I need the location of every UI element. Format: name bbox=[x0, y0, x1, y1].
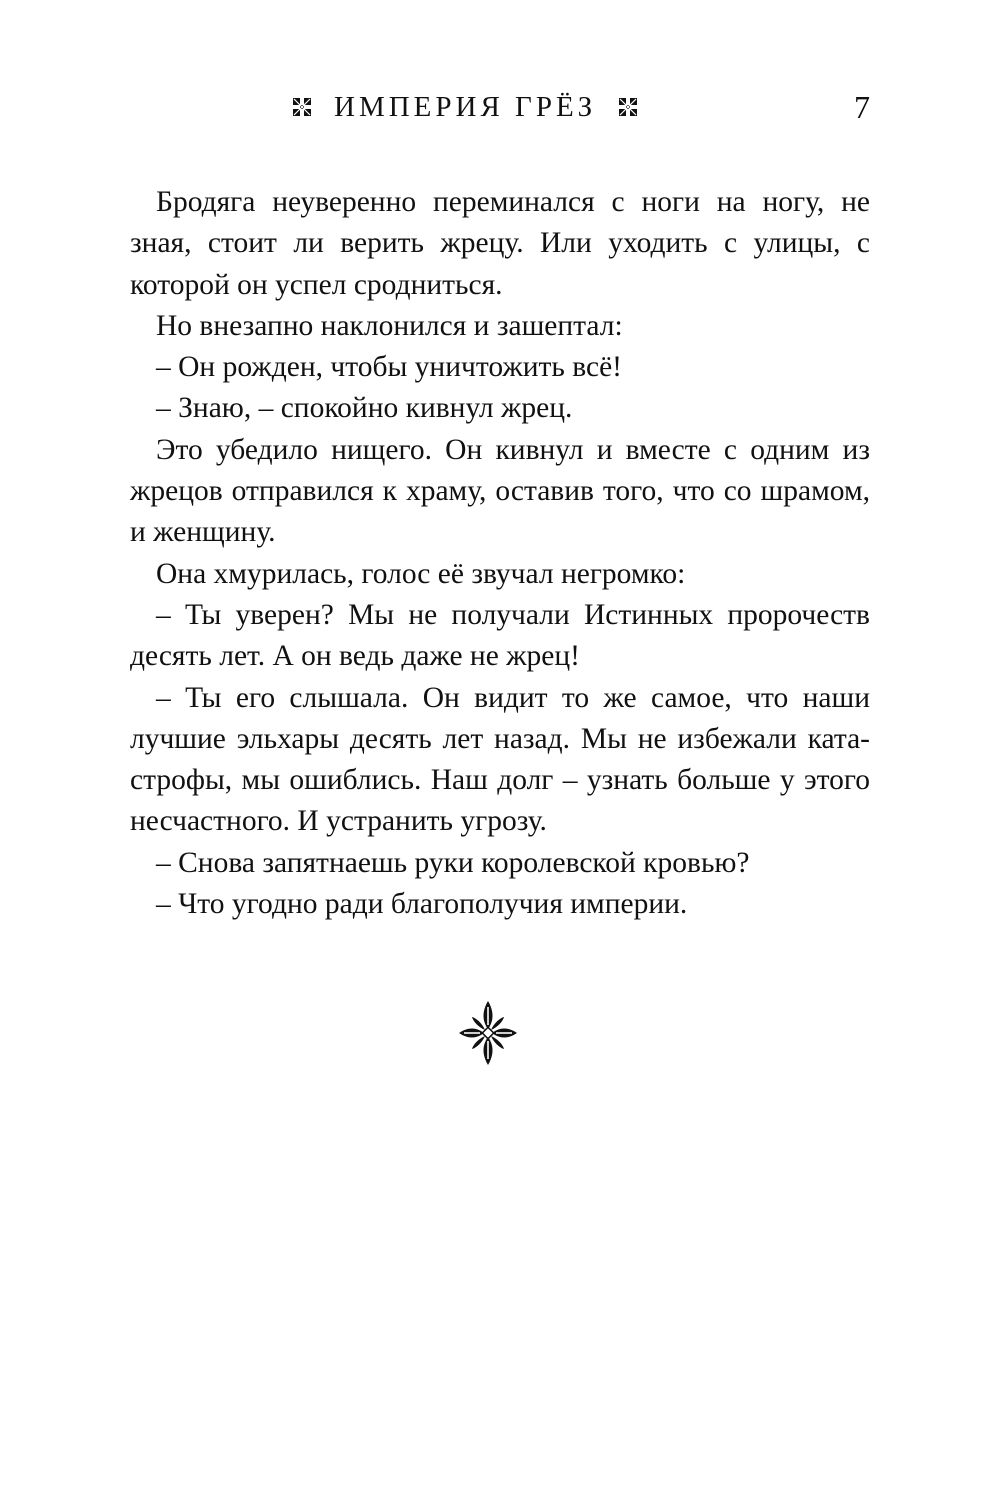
body-text bbox=[130, 182, 870, 925]
floral-ornament-icon bbox=[456, 998, 520, 1068]
paragraph: Она хмурилась, голос её звучал негромко: bbox=[156, 557, 686, 590]
dialogue-line: – Что угодно ради благополучия империи. bbox=[156, 888, 688, 921]
paragraph: Но внезапно наклонился и зашептал: bbox=[156, 309, 623, 342]
page-number: 7 bbox=[854, 89, 870, 125]
paragraph: Это убедило нищего. Он кивнул и вместе с одним из жрецов отправился к храму, оставив того, что со шрамом, и женщину. bbox=[130, 433, 870, 549]
ornament-square-icon bbox=[292, 97, 312, 117]
ornament-square-icon bbox=[618, 97, 638, 117]
running-title-group bbox=[292, 82, 638, 132]
dialogue-line: – Снова запятнаешь руки королевской кровью? bbox=[156, 846, 750, 879]
dialogue-line: – Знаю, – спокойно кивнул жрец. bbox=[156, 392, 573, 425]
running-header bbox=[0, 82, 1000, 132]
running-title: ИМПЕРИЯ ГРЁЗ bbox=[334, 91, 597, 123]
dialogue-line: – Ты его слышала. Он видит то же самое, что наши лучшие эльхары десять лет назад. Мы не избежали катастрофы, мы ошиблись. Наш долг – узнать больше у этого несчастного. И устранить угрозу. bbox=[130, 681, 870, 838]
dialogue-line: – Он рожден, чтобы уничтожить всё! bbox=[156, 351, 623, 384]
dialogue-line: – Ты уверен? Мы не получали Истинных пророчеств десять лет. А он ведь даже не жрец! bbox=[130, 598, 870, 673]
paragraph: Бродяга неуверенно переминался с ноги на ногу, не зная, стоит ли верить жрецу. Или уходить с улицы, с которой он успел сродниться. bbox=[130, 186, 870, 301]
